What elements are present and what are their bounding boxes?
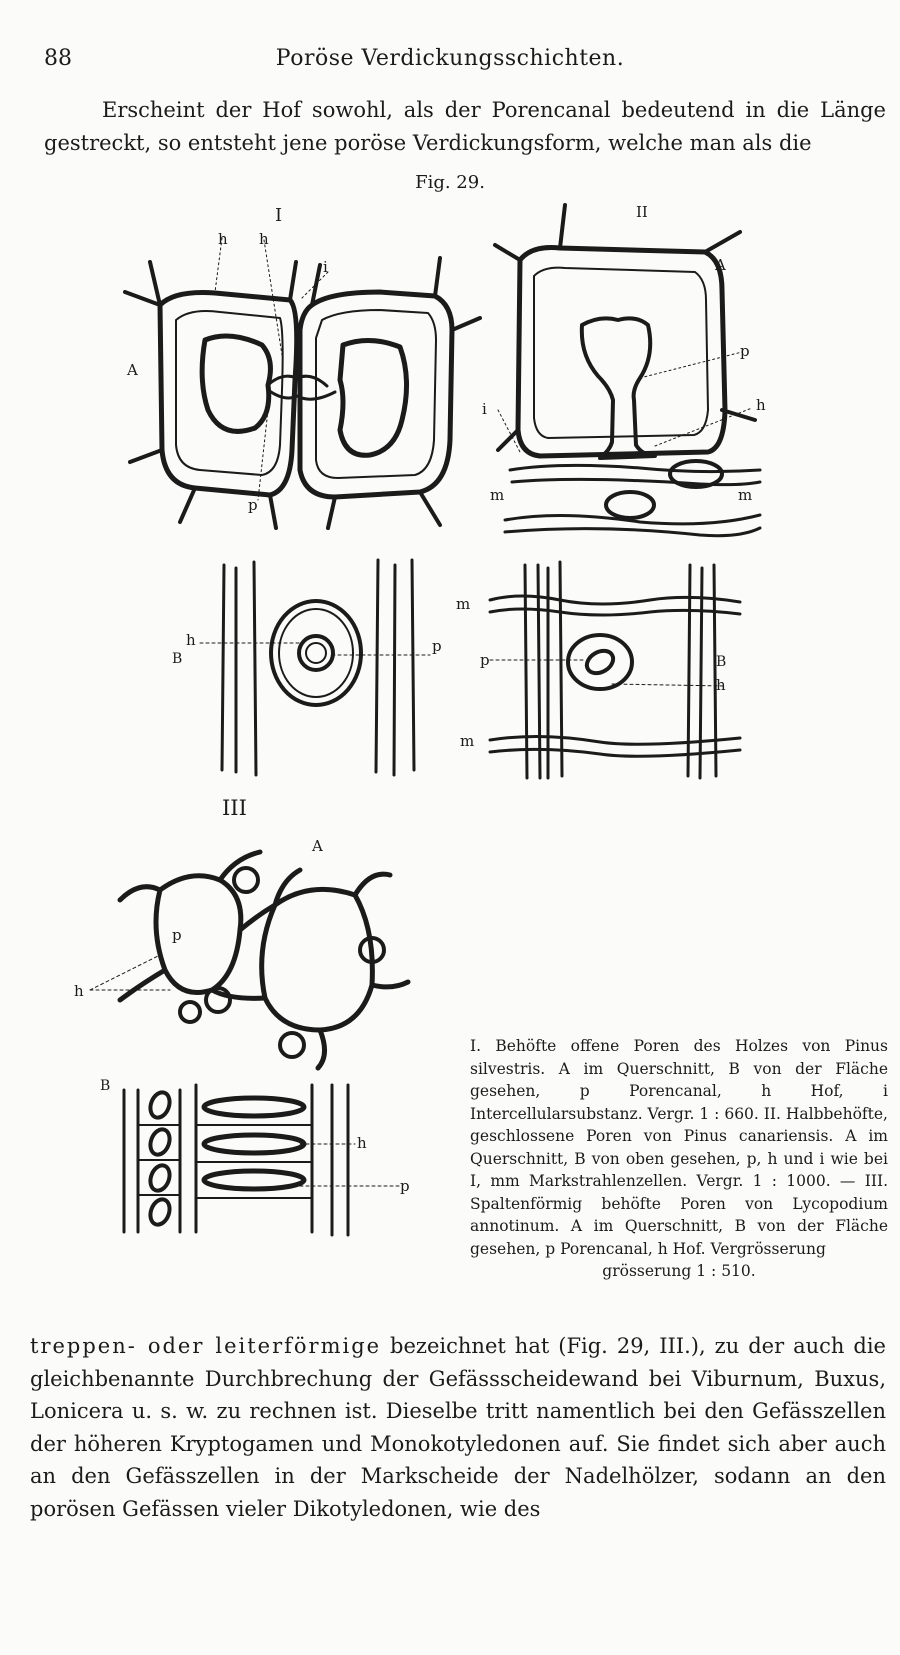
label-II-m-right: m — [738, 486, 753, 504]
label-III-h: h — [74, 982, 84, 1000]
label-IIB-B: B — [716, 654, 727, 670]
label-IIIB-p: p — [400, 1177, 410, 1195]
label-I-h-2: h — [259, 230, 269, 248]
panel-I-B-drawing — [200, 560, 430, 775]
spaced-term: treppen- oder leiterförmige — [30, 1334, 382, 1358]
label-IB-p: p — [432, 637, 442, 655]
running-head: Poröse Verdickungsschichten. — [275, 46, 625, 71]
panel-III-A-drawing — [90, 852, 408, 1068]
panel-III-B-drawing — [124, 1085, 400, 1235]
intro-paragraph: Erscheint der Hof sowohl, als der Porencanal bedeutend in die Länge gestreckt, so entsteht jene poröse Verdickungsform, welche man als die — [44, 98, 886, 155]
label-IIB-p: p — [480, 651, 490, 669]
label-I-i: i — [323, 258, 328, 276]
panel-label-II: II — [636, 203, 648, 221]
figure-caption — [470, 1035, 888, 1283]
label-II-A: A — [715, 256, 726, 274]
figure-caption-last-line: grösserung 1 : 510. — [602, 1262, 756, 1280]
label-II-i: i — [482, 400, 487, 418]
label-IIIB-B: B — [100, 1078, 111, 1094]
label-IIB-m-bottom: m — [460, 732, 475, 750]
label-III-p: p — [172, 926, 182, 944]
panel-I-A-drawing — [125, 238, 480, 528]
body-text: bezeichnet hat (Fig. 29, III.), zu der auch die gleichbenannte Durchbrechung der Gefässscheidewand bei Viburnum, Buxus, Lonicera u. s. w. zu rechnen ist. Dieselbe tritt namentlich bei den Gefässzellen der höheren Kryptogamen und Monokotyledonen auf. Sie findet sich aber auch an den Gefässzellen in der Markscheide der Nadelhölzer, sodann an den porösen Gefässen vieler Dikotyledonen, wie des — [30, 1334, 886, 1521]
label-IB-h: h — [186, 631, 196, 649]
body-paragraph — [30, 1330, 886, 1525]
panel-II-B-drawing — [490, 562, 740, 778]
label-IIB-h: h — [716, 676, 726, 694]
label-II-m-left: m — [490, 486, 505, 504]
label-I-p: p — [248, 496, 258, 514]
label-I-A: A — [127, 361, 138, 379]
label-I-h-1: h — [218, 230, 228, 248]
label-IIB-m-top: m — [456, 595, 471, 613]
page-number: 88 — [44, 46, 72, 71]
label-III-A: A — [312, 837, 323, 855]
figure-label: Fig. 29. — [415, 172, 485, 193]
figure-caption-main: I. Behöfte offene Poren des Holzes von Pinus silvestris. A im Querschnitt, B von der Fläche gesehen, p Porencanal, h Hof, i Intercellularsubstanz. Vergr. 1 : 660. II. Halbbehöfte, geschlossene Poren von Pinus canariensis. A im Querschnitt, B von oben gesehen, p, h und i wie bei I, mm Markstrahlenzellen. Vergr. 1 : 1000. — III. Spaltenförmig behöfte Poren von Lycopodium annotinum. A im Querschnitt, B von der Fläche gesehen, p Porencanal, h Hof. Vergrösserung — [470, 1037, 888, 1258]
label-II-h: h — [756, 396, 766, 414]
panel-II-A-drawing — [495, 205, 760, 536]
label-II-p: p — [740, 342, 750, 360]
label-IIIB-h: h — [357, 1134, 367, 1152]
panel-label-III: III — [222, 796, 247, 820]
panel-label-I: I — [275, 205, 283, 226]
label-IB-B: B — [172, 651, 183, 667]
